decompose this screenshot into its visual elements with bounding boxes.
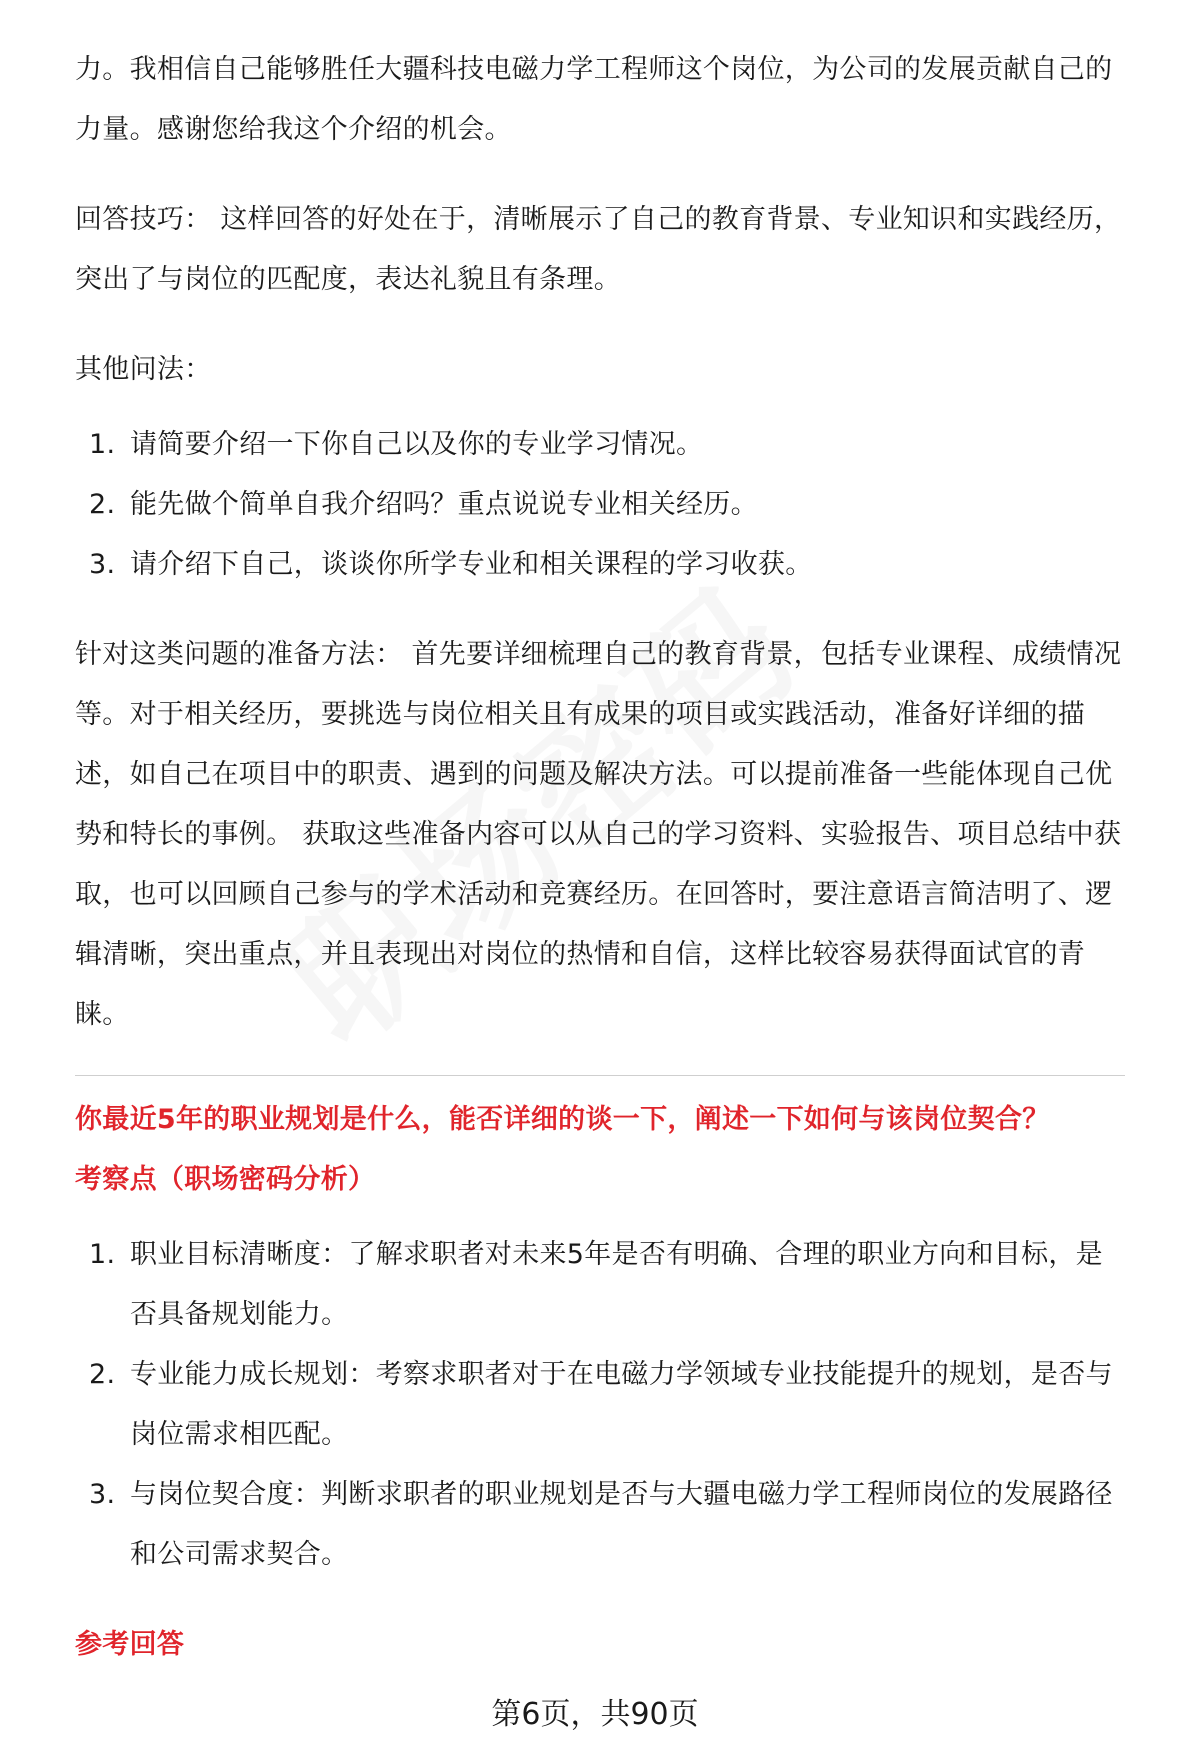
list-number: 1.	[89, 1239, 116, 1270]
list-item	[75, 475, 1125, 535]
other-questions-label: 其他问法：	[75, 354, 212, 385]
list-item-text: 职业目标清晰度：了解求职者对未来5年是否有明确、合理的职业方向和目标，是否具备规划能力。	[130, 1239, 1103, 1330]
list-number: 1.	[89, 429, 116, 460]
other-questions-list	[75, 415, 1125, 595]
list-item	[75, 1345, 1125, 1465]
list-number: 2.	[89, 1359, 116, 1390]
list-number: 3.	[89, 549, 116, 580]
document-page	[75, 40, 1125, 1675]
list-item-text: 能先做个简单自我介绍吗？重点说说专业相关经历。	[130, 489, 758, 520]
answer-tips: 回答技巧： 这样回答的好处在于，清晰展示了自己的教育背景、专业知识和实践经历，突出了与岗位的匹配度，表达礼貌且有条理。	[75, 204, 1122, 295]
list-item	[75, 1465, 1125, 1585]
list-item-text: 请简要介绍一下你自己以及你的专业学习情况。	[130, 429, 704, 460]
list-item-text: 专业能力成长规划：考察求职者对于在电磁力学领域专业技能提升的规划，是否与岗位需求相匹配。	[130, 1359, 1113, 1450]
intro-continuation: 力。我相信自己能够胜任大疆科技电磁力学工程师这个岗位，为公司的发展贡献自己的力量。感谢您给我这个介绍的机会。	[75, 54, 1113, 145]
list-item	[75, 415, 1125, 475]
exam-points-title: 考察点（职场密码分析）	[75, 1164, 376, 1195]
preparation-method: 针对这类问题的准备方法： 首先要详细梳理自己的教育背景，包括专业课程、成绩情况等。对于相关经历，要挑选与岗位相关且有成果的项目或实践活动，准备好详细的描述，如自己在项目中的职责、遇到的问题及解决方法。可以提前准备一些能体现自己优势和特长的事例。 获取这些准备内容可以从自己的学习资料、实验报告、项目总结中获取，也可以回顾自己参与的学术活动和竞赛经历。在回答时，要注意语言简洁明了、逻辑清晰，突出重点，并且表现出对岗位的热情和自信，这样比较容易获得面试官的青睐。	[75, 639, 1122, 1030]
list-item	[75, 535, 1125, 595]
list-item-text: 与岗位契合度：判断求职者的职业规划是否与大疆电磁力学工程师岗位的发展路径和公司需求契合。	[130, 1479, 1113, 1570]
section-divider	[75, 1075, 1125, 1076]
list-item	[75, 1225, 1125, 1345]
page-footer: 第6页，共90页	[491, 1697, 699, 1732]
list-item-text: 请介绍下自己，谈谈你所学专业和相关课程的学习收获。	[130, 549, 813, 580]
exam-points-list	[75, 1225, 1125, 1585]
question-title: 你最近5年的职业规划是什么，能否详细的谈一下，阐述一下如何与该岗位契合？	[75, 1104, 1050, 1135]
list-number: 2.	[89, 489, 116, 520]
reference-answer-title: 参考回答	[75, 1629, 185, 1660]
list-number: 3.	[89, 1479, 116, 1510]
